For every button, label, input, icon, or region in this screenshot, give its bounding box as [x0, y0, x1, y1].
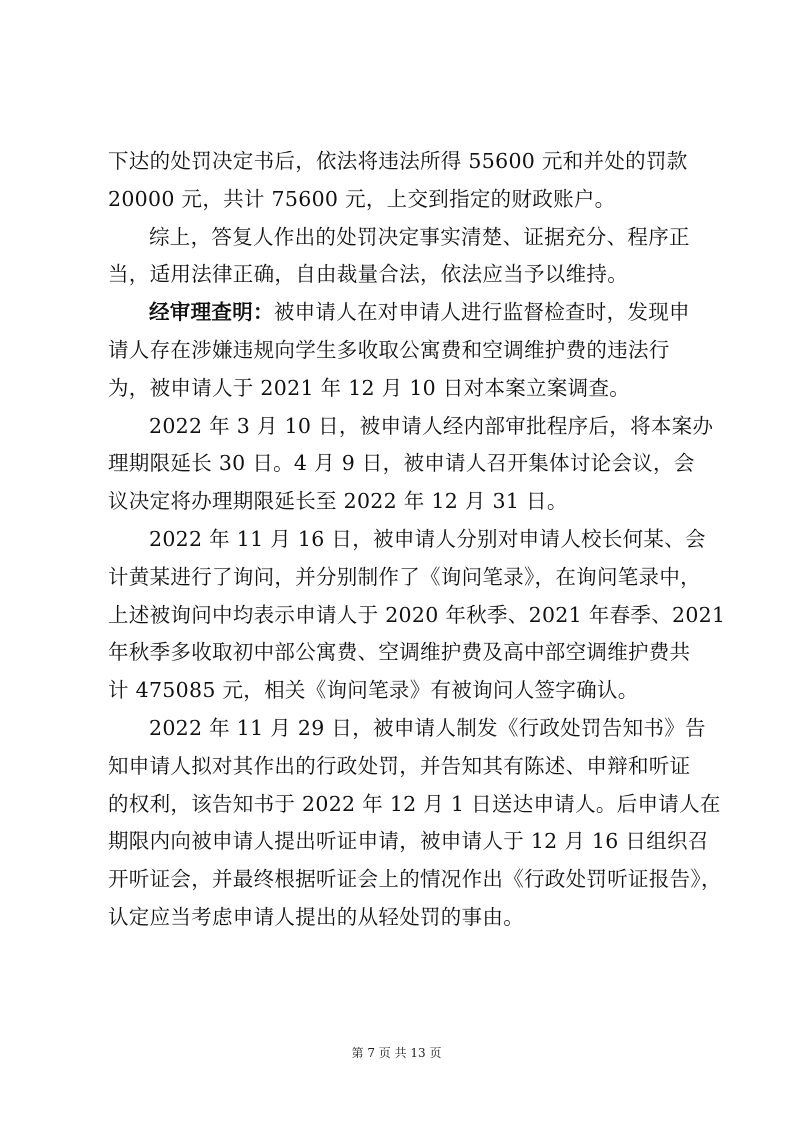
text-line: 认定应当考虑申请人提出的从轻处罚的事由。 — [108, 904, 524, 929]
text-line: 期限内向被申请人提出听证申请，被申请人于 12 月 16 日组织召 — [108, 829, 709, 854]
text-line: 上述被询问中均表示申请人于 2020 年秋季、2021 年春季、2021 — [108, 602, 726, 627]
text-span: 被申请人在对申请人进行监督检查时，发现申 — [273, 300, 690, 325]
text-line: 理期限延长 30 日。4 月 9 日，被申请人召开集体讨论会议，会 — [108, 451, 695, 476]
text-line: 年秋季多收取初中部公寓费、空调维护费及高中部空调维护费共 — [108, 640, 691, 665]
text-line: 开听证会，并最终根据听证会上的情况作出《行政处罚听证报告》， — [108, 867, 722, 892]
paragraph-2 — [108, 219, 698, 295]
text-line: 计黄某进行了询问，并分别制作了《询问笔录》，在询问笔录中， — [108, 564, 701, 589]
paragraph-6 — [108, 710, 722, 937]
text-line: 知申请人拟对其作出的行政处罚，并告知其有陈述、申辩和听证 — [108, 753, 691, 778]
text-line: 请人存在涉嫌违规向学生多收取公寓费和空调维护费的违法行 — [108, 337, 670, 362]
section-lead-heading: 经审理查明： — [149, 300, 274, 325]
paragraph-4 — [108, 408, 714, 521]
text-line: 综上，答复人作出的处罚决定事实清楚、证据充分、程序正 — [149, 224, 690, 249]
text-line: 为，被申请人于 2021 年 12 月 10 日对本案立案调查。 — [108, 375, 631, 400]
text-line: 2022 年 11 月 29 日，被申请人制发《行政处罚告知书》告 — [149, 715, 706, 740]
text-line: 议决定将办理期限延长至 2022 年 12 月 31 日。 — [108, 489, 568, 514]
paragraph-3 — [108, 294, 698, 407]
text-line: 的权利，该告知书于 2022 年 12 月 1 日送达申请人。后申请人在 — [108, 791, 721, 816]
text-line: 下达的处罚决定书后，依法将违法所得 55600 元和并处的罚款 — [108, 149, 688, 173]
paragraph-1 — [108, 143, 698, 219]
document-body — [108, 143, 726, 937]
text-line: 20000 元，共计 75600 元，上交到指定的财政账户。 — [108, 186, 616, 211]
text-line: 当，适用法律正确，自由裁量合法，依法应当予以维持。 — [108, 262, 628, 287]
paragraph-5 — [108, 521, 726, 710]
page-number-footer: 第 7 页 共 13 页 — [351, 1046, 442, 1060]
text-line: 计 475085 元，相关《询问笔录》有被询问人签字确认。 — [108, 678, 639, 703]
text-line: 2022 年 3 月 10 日，被申请人经内部审批程序后，将本案办 — [149, 413, 714, 438]
text-line — [108, 294, 698, 332]
text-line: 2022 年 11 月 16 日，被申请人分别对申请人校长何某、会 — [149, 526, 706, 551]
